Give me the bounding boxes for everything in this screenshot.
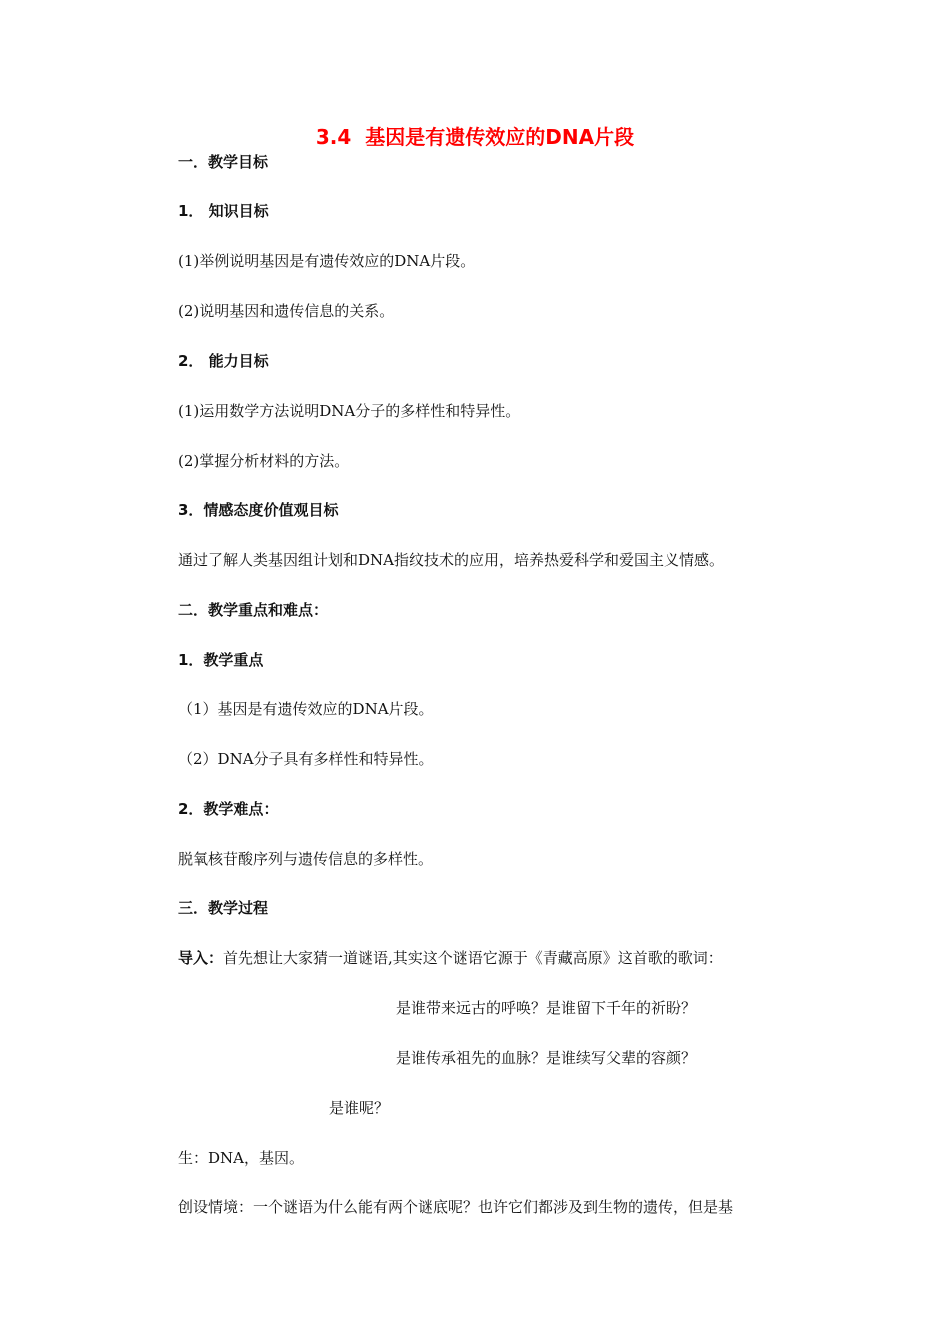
student-answer: 生：DNA，基因。 bbox=[178, 1149, 304, 1167]
lyric-line-2: 是谁传承祖先的血脉？是谁续写父辈的容颜？ bbox=[396, 1049, 697, 1067]
section-heading-key-points: 二．教学重点和难点： bbox=[178, 601, 329, 619]
title-number: 3.4 bbox=[315, 125, 352, 149]
subheading-key-focus: 1．教学重点 bbox=[178, 651, 264, 669]
ability-item-1: (1)运用数学方法说明DNA分子的多样性和特异性。 bbox=[178, 402, 521, 420]
difficulty-text: 脱氧核苷酸序列与遗传信息的多样性。 bbox=[178, 850, 434, 868]
subheading-difficulty: 2．教学难点： bbox=[178, 800, 279, 818]
title-text: 基因是有遗传效应的DNA片段 bbox=[365, 125, 635, 149]
knowledge-item-1: (1)举例说明基因是有遗传效应的DNA片段。 bbox=[178, 252, 476, 270]
intro-paragraph bbox=[178, 948, 723, 968]
subheading-emotion: 3．情感态度价值观目标 bbox=[178, 501, 339, 519]
intro-label: 导入： bbox=[178, 949, 224, 967]
document-title bbox=[0, 124, 950, 150]
emotion-text: 通过了解人类基因组计划和DNA指纹技术的应用，培养热爱科学和爱国主义情感。 bbox=[178, 551, 724, 569]
key-focus-item-1: （1）基因是有遗传效应的DNA片段。 bbox=[178, 700, 434, 718]
scenario-text: 创设情境：一个谜语为什么能有两个谜底呢？也许它们都涉及到生物的遗传，但是基 bbox=[178, 1198, 734, 1216]
subheading-ability: 2． 能力目标 bbox=[178, 352, 269, 370]
section-heading-objectives: 一．教学目标 bbox=[178, 153, 269, 171]
intro-text: 首先想让大家猜一道谜语,其实这个谜语它源于《青藏高原》这首歌的歌词： bbox=[223, 949, 723, 967]
lyric-question: 是谁呢？ bbox=[329, 1099, 390, 1117]
key-focus-item-2: （2）DNA分子具有多样性和特异性。 bbox=[178, 750, 434, 768]
knowledge-item-2: (2)说明基因和遗传信息的关系。 bbox=[178, 302, 395, 320]
section-heading-process: 三．教学过程 bbox=[178, 899, 269, 917]
lyric-line-1: 是谁带来远古的呼唤？是谁留下千年的祈盼？ bbox=[396, 999, 697, 1017]
ability-item-2: (2)掌握分析材料的方法。 bbox=[178, 452, 350, 470]
subheading-knowledge: 1． 知识目标 bbox=[178, 202, 269, 220]
